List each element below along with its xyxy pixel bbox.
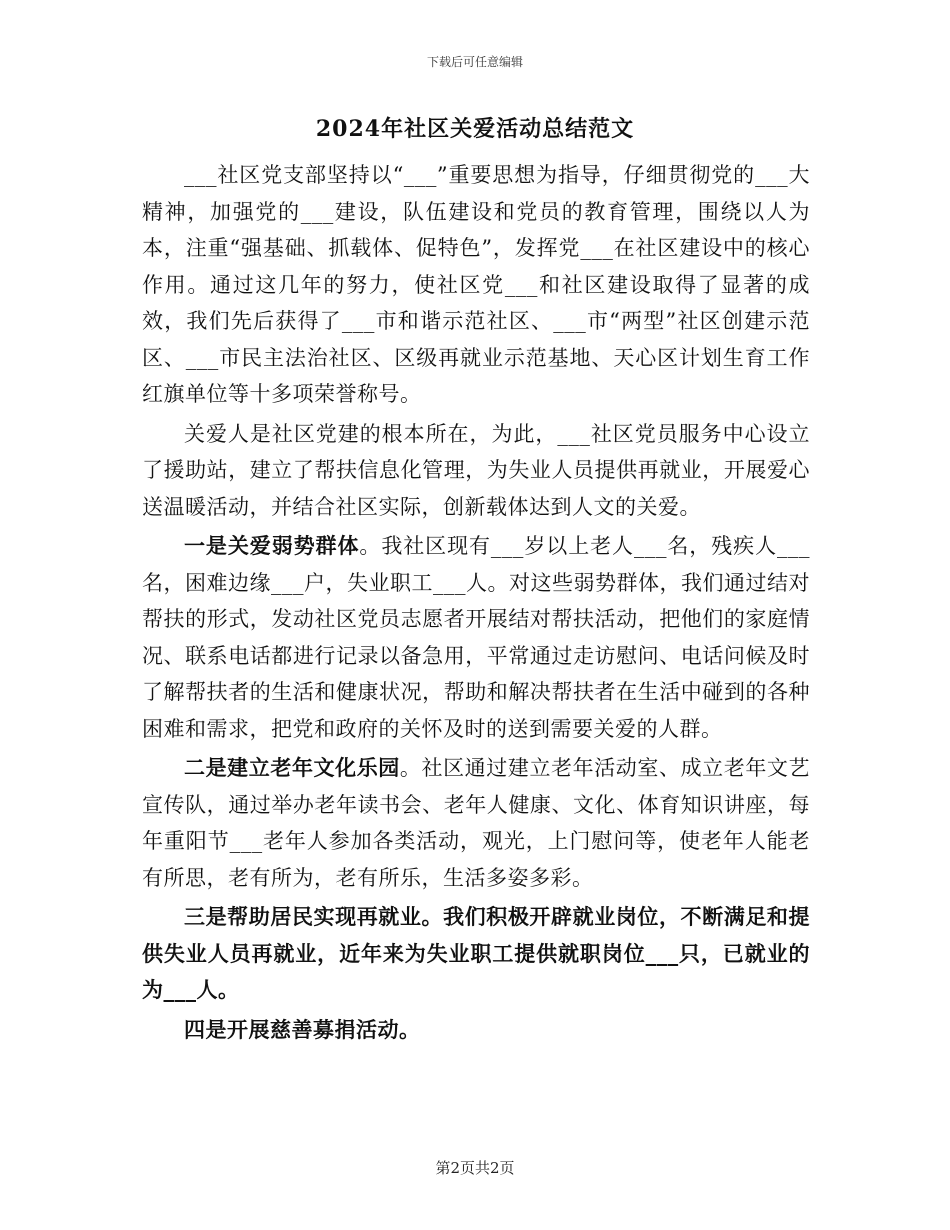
paragraph-text: 三是帮助居民实现再就业。我们积极开辟就业岗位，不断满足和提供失业人员再就业，近年来为失业职工提供就职岗位___只，已就业的为___人。	[142, 904, 810, 1002]
paragraph-lead: 一是关爱弱势群体	[184, 533, 360, 558]
page-number: 第2页共2页	[435, 1159, 515, 1177]
paragraph-vulnerable-groups	[142, 528, 810, 747]
paragraph-text: 。我社区现有___岁以上老人___名，残疾人___名，困难边缘___户，失业职工___人。对这些弱势群体，我们通过结对帮扶的形式，发动社区党员志愿者开展结对帮扶活动，把他们的家庭情况、联系电话都进行记录以备急用，平常通过走访慰问、电话问候及时了解帮扶者的生活和健康状况，帮助和解决帮扶者在生活中碰到的各种困难和需求，把党和政府的关怀及时的送到需要关爱的人群。	[142, 534, 811, 741]
paragraph-intro	[142, 157, 810, 413]
paragraph-text: 关爱人是社区党建的根本所在，为此，___社区党员服务中心设立了援助站，建立了帮扶信息化管理，为失业人员提供再就业，开展爱心送温暖活动，并结合社区实际，创新载体达到人文的关爱。	[142, 421, 810, 519]
paragraph-text: 。社区通过建立老年活动室、成立老年文艺宣传队，通过举办老年读书会、老年人健康、文化、体育知识讲座，每年重阳节___老年人参加各类活动，观光，上门慰问等，使老年人能老有所思，老有所为，老有所乐，生活多姿多彩。	[142, 756, 811, 890]
paragraph-care-overview	[142, 416, 810, 526]
header-note: 下载后可任意编辑	[426, 55, 523, 69]
paragraph-charity	[142, 1012, 810, 1049]
document-body	[142, 157, 810, 1048]
paragraph-elderly-culture	[142, 750, 810, 896]
document-title: 2024年社区关爱活动总结范文	[315, 116, 635, 142]
paragraph-lead: 二是建立老年文化乐园	[184, 755, 400, 780]
paragraph-text: 四是开展慈善募捐活动。	[184, 1016, 421, 1042]
paragraph-text: ___社区党支部坚持以“___”重要思想为指导，仔细贯彻党的___大精神，加强党的___建设，队伍建设和党员的教育管理，围绕以人为本，注重“强基础、抓载体、促特色”，发挥党___在社区建设中的核心作用。通过这几年的努力，使社区党___和社区建设取得了显著的成效，我们先后获得了___市和谐示范社区、___市“两型”社区创建示范区、___市民主法治社区、区级再就业示范基地、天心区计划生育工作红旗单位等十多项荣誉称号。	[142, 163, 810, 406]
paragraph-reemployment	[142, 899, 810, 1009]
